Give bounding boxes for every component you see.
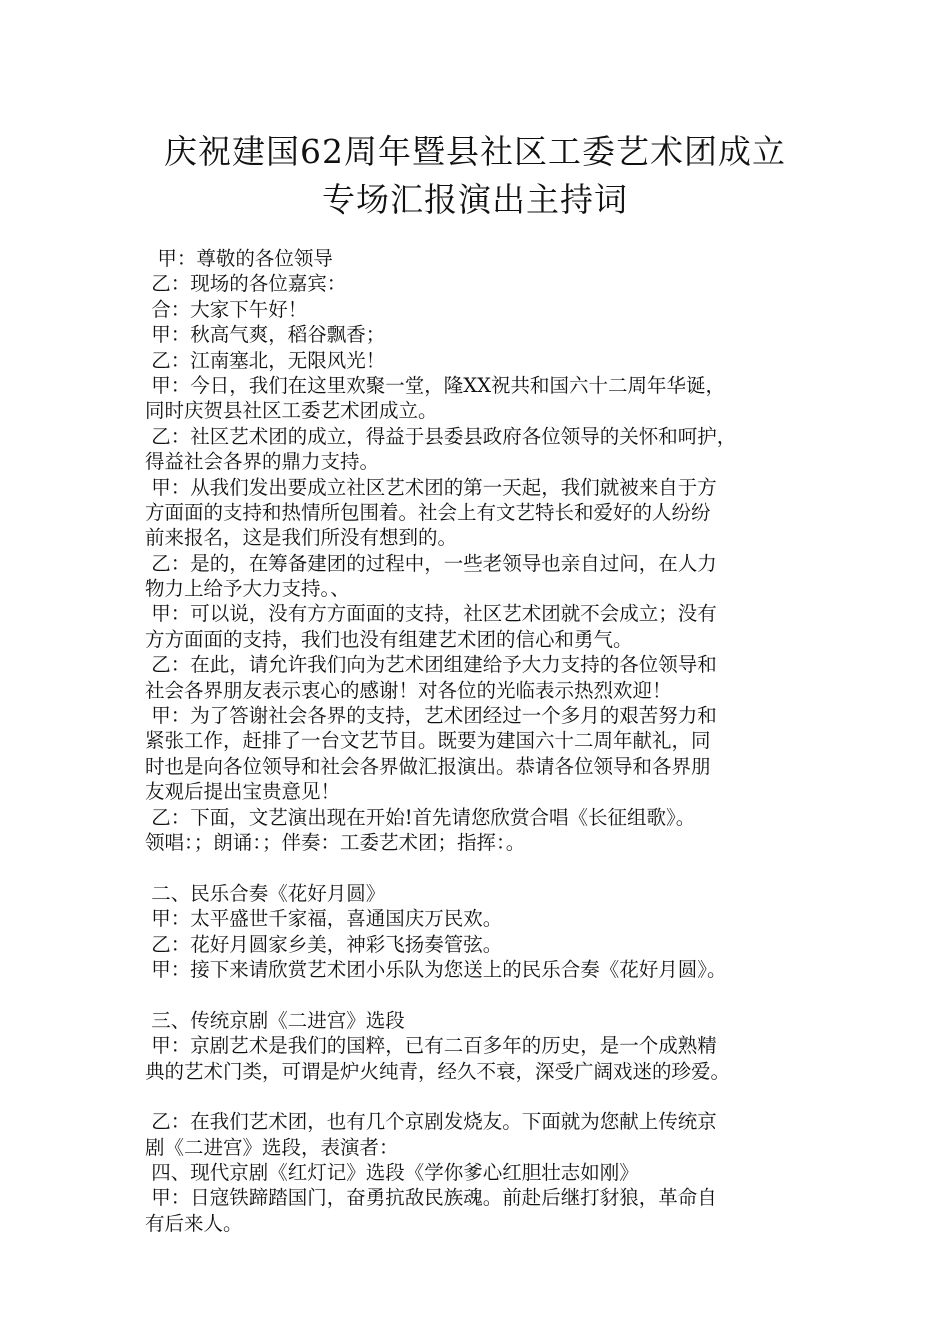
text-line: 二、民乐合奏《花好月圆》 bbox=[145, 881, 386, 905]
text-line: 三、传统京剧《二进宫》选段 bbox=[145, 1008, 405, 1032]
text-line: 乙：江南塞北，无限风光！ bbox=[145, 348, 386, 372]
text-line: 得益社会各界的鼎力支持。 bbox=[145, 450, 380, 474]
blank-line bbox=[145, 1084, 825, 1109]
document-body bbox=[145, 246, 825, 1236]
text-line: 四、现代京剧《红灯记》选段《学你爹心红胆壮志如刚》 bbox=[145, 1161, 639, 1185]
text-line: 甲：从我们发出要成立社区艺术团的第一天起，我们就被来自于方 bbox=[145, 475, 717, 499]
blank-line bbox=[145, 982, 825, 1007]
text-line: 甲：接下来请欣赏艺术团小乐队为您送上的民乐合奏《花好月圆》。 bbox=[145, 957, 727, 981]
text-line: 同时庆贺县社区工委艺术团成立。 bbox=[145, 399, 438, 423]
text-line: 甲：可以说，没有方方面面的支持，社区艺术团就不会成立；没有 bbox=[145, 602, 717, 626]
text-line: 剧《二进宫》选段，表演者： bbox=[145, 1135, 399, 1159]
text-line: 甲：为了答谢社会各界的支持，艺术团经过一个多月的艰苦努力和 bbox=[145, 704, 717, 728]
text-line: 时也是向各位领导和社会各界做汇报演出。恭请各位领导和各界朋 bbox=[145, 754, 711, 778]
blank-line bbox=[145, 855, 825, 880]
text-line: 友观后提出宝贵意见！ bbox=[145, 780, 341, 804]
text-line: 社会各界朋友表示衷心的感谢！对各位的光临表示热烈欢迎！ bbox=[145, 678, 672, 702]
text-line: 典的艺术门类，可谓是炉火纯青，经久不衰，深受广阔戏迷的珍爱。 bbox=[145, 1059, 731, 1083]
text-line: 物力上给予大力支持。、 bbox=[145, 577, 350, 601]
text-line: 甲：日寇铁蹄踏国门，奋勇抗敌民族魂。前赴后继打豺狼，革命自 bbox=[145, 1186, 717, 1210]
text-line: 方面面的支持和热情所包围着。社会上有文艺特长和爱好的人纷纷 bbox=[145, 500, 711, 524]
text-line: 甲：今日，我们在这里欢聚一堂，隆XX祝共和国六十二周年华诞， bbox=[145, 373, 725, 397]
text-line: 乙：在我们艺术团，也有几个京剧发烧友。下面就为您献上传统京 bbox=[145, 1110, 717, 1134]
text-line: 乙：花好月圆家乡美，神彩飞扬奏管弦。 bbox=[145, 932, 503, 956]
text-line: 甲：太平盛世千家福，喜通国庆万民欢。 bbox=[145, 907, 503, 931]
document-title-line-1: 庆祝建国62周年暨县社区工委艺术团成立 bbox=[164, 132, 786, 171]
text-line: 甲：尊敬的各位领导 bbox=[145, 247, 333, 270]
text-line: 合：大家下午好！ bbox=[145, 297, 308, 321]
text-line: 甲：秋高气爽，稻谷飘香； bbox=[145, 323, 386, 347]
text-line: 甲：京剧艺术是我们的国粹，已有二百多年的历史，是一个成熟精 bbox=[145, 1034, 717, 1058]
text-line: 领唱：；朗诵：；伴奏：工委艺术团；指挥：。 bbox=[145, 830, 526, 854]
text-line: 乙：是的，在筹备建团的过程中，一些老领导也亲自过问，在人力 bbox=[145, 551, 717, 575]
text-line: 乙：在此，请允许我们向为艺术团组建给予大力支持的各位领导和 bbox=[145, 653, 717, 677]
document-title-line-2: 专场汇报演出主持词 bbox=[322, 180, 628, 219]
text-line: 前来报名，这是我们所没有想到的。 bbox=[145, 526, 458, 550]
text-line: 有后来人。 bbox=[145, 1211, 243, 1235]
text-line: 方方面面的支持，我们也没有组建艺术团的信心和勇气。 bbox=[145, 627, 633, 651]
text-line: 紧张工作，赶排了一台文艺节目。既要为建国六十二周年献礼，同 bbox=[145, 729, 711, 753]
text-line: 乙：下面，文艺演出现在开始!首先请您欣赏合唱《长征组歌》。 bbox=[145, 805, 696, 829]
text-line: 乙：社区艺术团的成立，得益于县委县政府各位领导的关怀和呵护， bbox=[145, 424, 737, 448]
text-line: 乙：现场的各位嘉宾： bbox=[145, 272, 347, 296]
